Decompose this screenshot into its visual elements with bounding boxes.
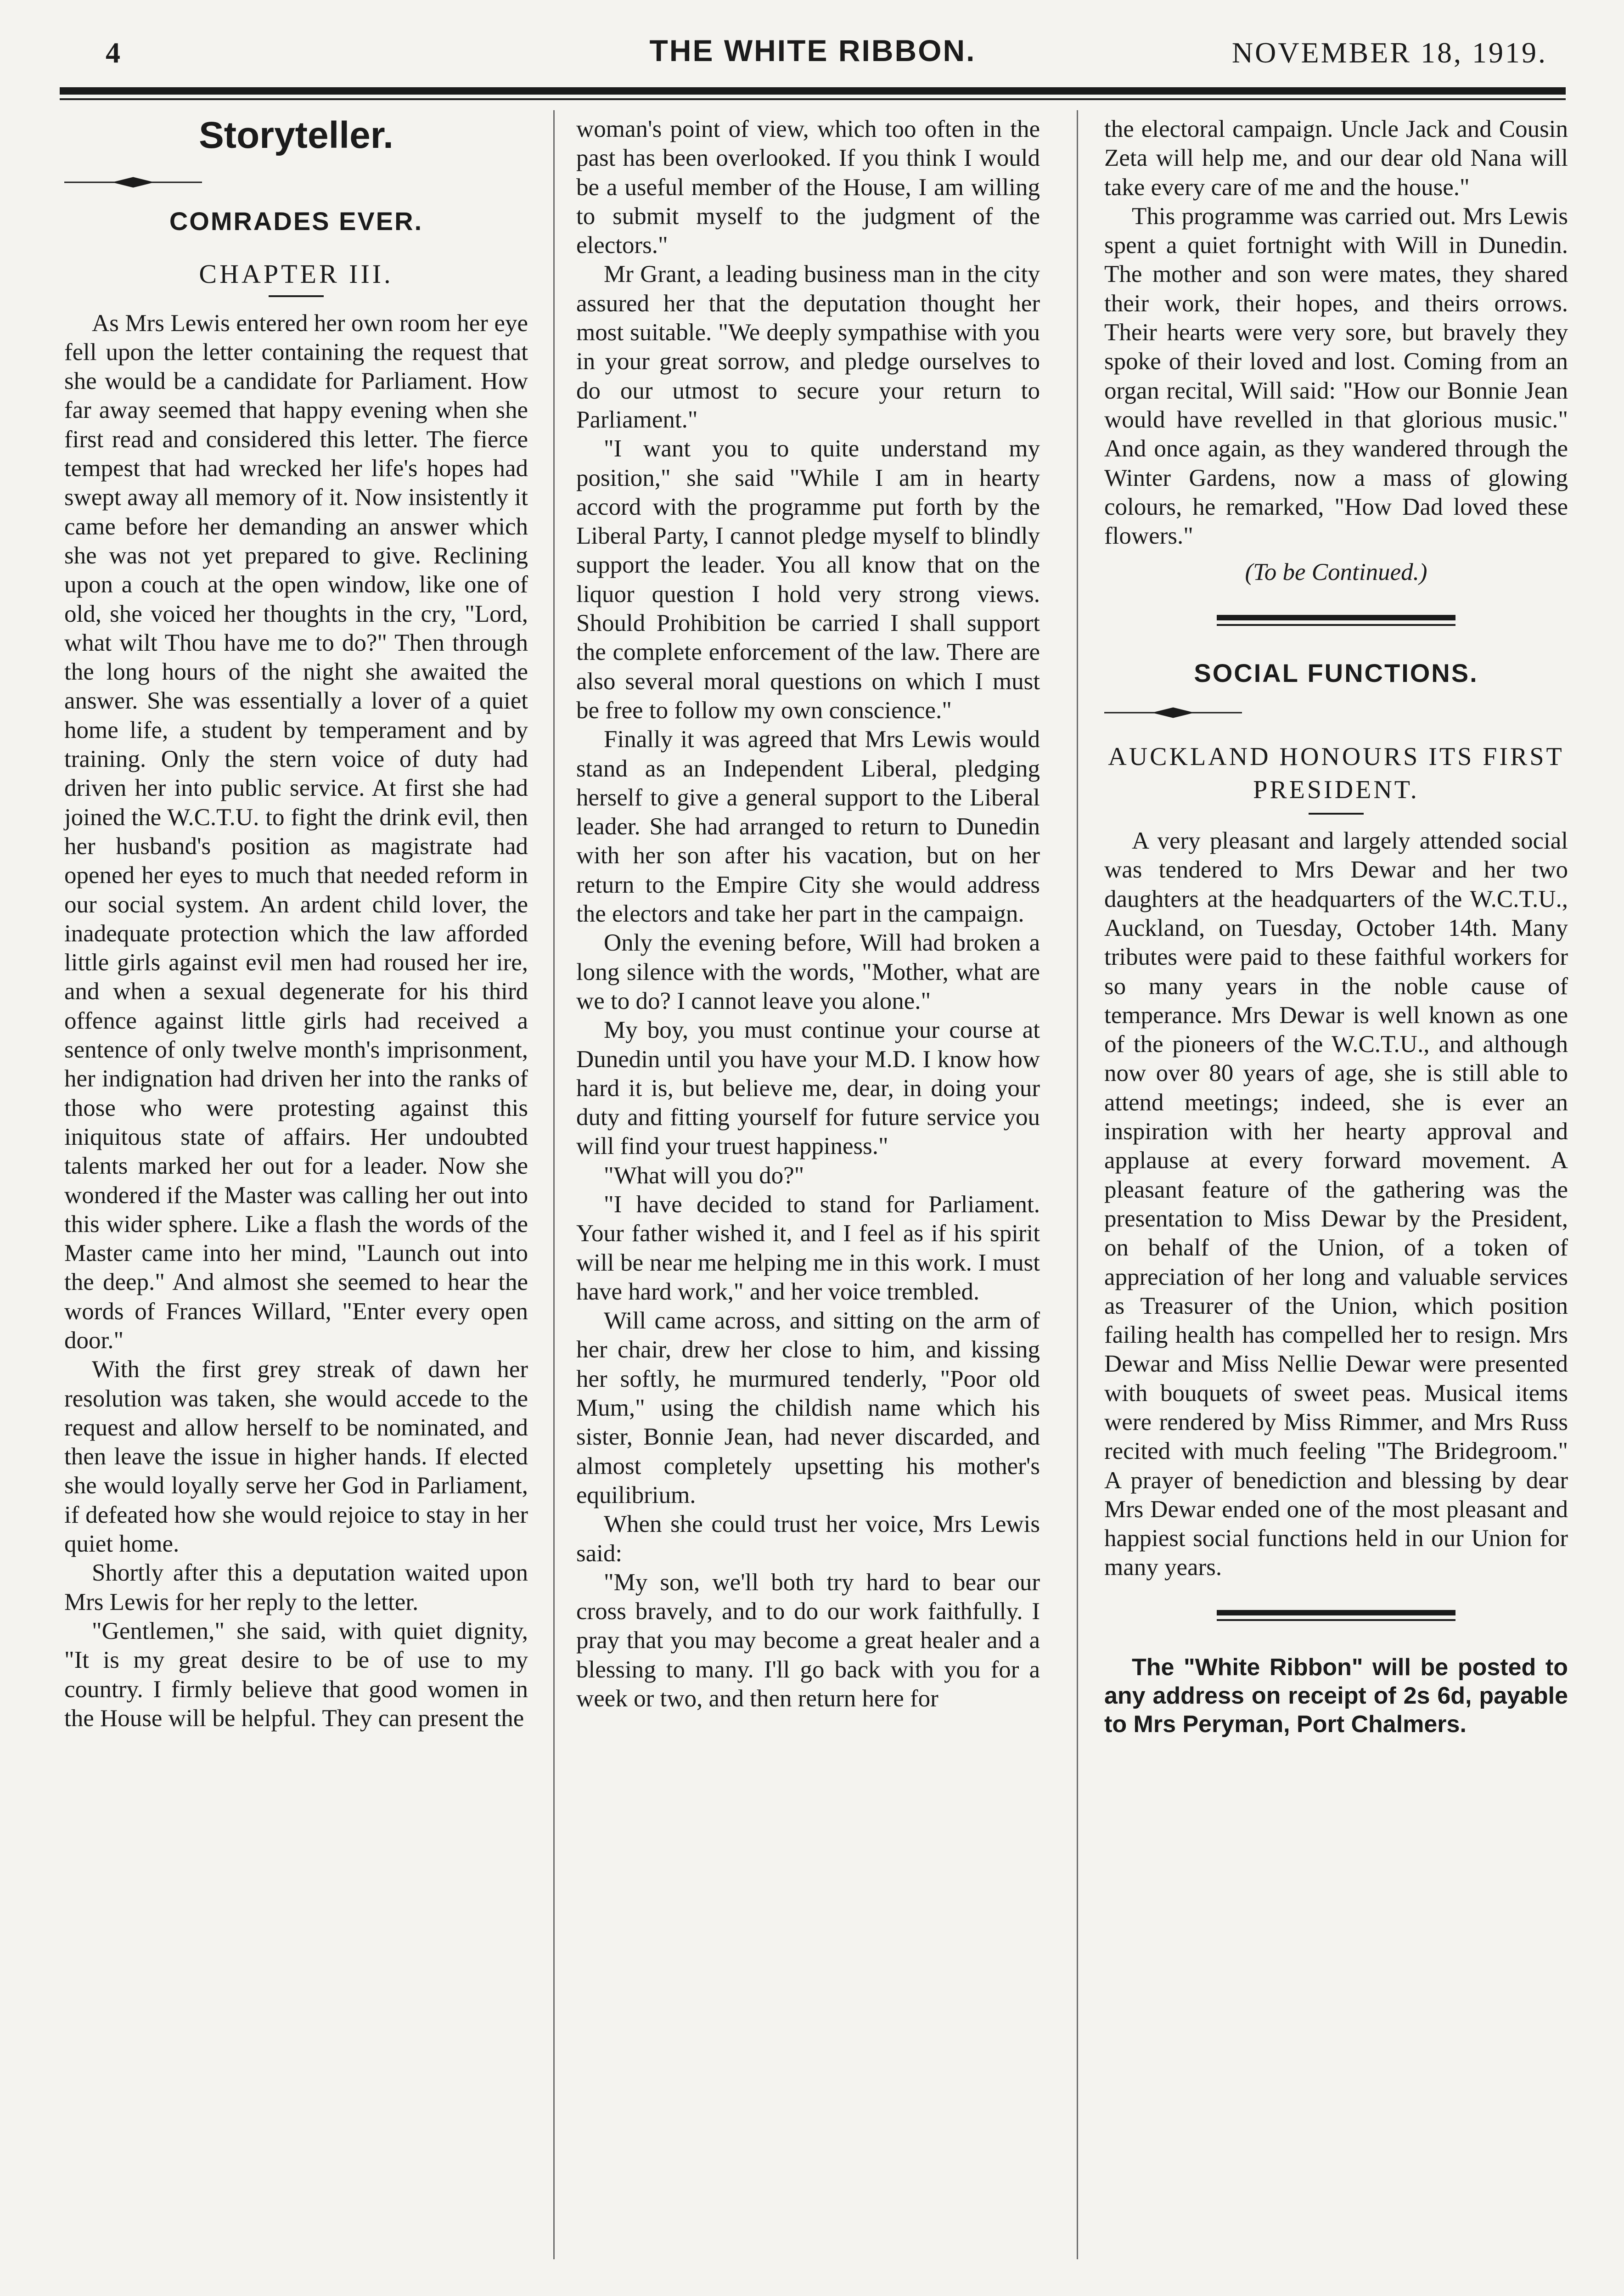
chapter-rule (269, 295, 324, 297)
story-paragraph: "I want you to quite understand my position," she said "While I am in hearty accord with the programme put forth by the Liberal Party, I cannot pledge myself to blindly support the leader. You all know that on the liquor question I hold very strong views. Should Prohibition be carried I shall support the complete enforcement of the law. There are also several moral questions on which I must be free to follow my own conscience." (576, 435, 1040, 724)
story-paragraph: Only the evening before, Will had broken a long silence with the words, "Mother, what are we to do? I cannot leave you alone." (576, 929, 1040, 1014)
page-header (60, 28, 1566, 78)
column-divider (553, 110, 555, 2259)
article-rule (1309, 813, 1364, 815)
story-paragraph: woman's point of view, which too often in the past has been overlooked. If you think I would be a useful member of the House, I am willing to submit myself to the judgment of the electors." (576, 116, 1040, 259)
story-paragraph: "My son, we'll both try hard to bear our cross bravely, and to do our work faithfully. I pray that you may become a great healer and a blessing to many. I'll go back with you for a week or two, and then return here for (576, 1569, 1040, 1712)
page-number: 4 (106, 36, 120, 69)
story-paragraph: the electoral campaign. Uncle Jack and Cousin Zeta will help me, and our dear old Nana will take every care of me and the house." (1104, 116, 1568, 201)
section-title-storyteller: Storyteller. (199, 114, 393, 156)
story-paragraph: My boy, you must continue your course at Dunedin until you have your M.D. I know how hard it is, but believe me, dear, in doing your duty and fitting yourself for future service you will find your truest happiness." (576, 1017, 1040, 1160)
issue-date: NOVEMBER 18, 1919. (1231, 36, 1547, 69)
chapter-heading: CHAPTER III. (199, 259, 393, 289)
story-paragraph: When she could trust her voice, Mrs Lewis said: (576, 1511, 1040, 1567)
story-paragraph: As Mrs Lewis entered her own room her eye fell upon the letter containing the request that she would be a candidate for Parliament. How far away seemed that happy evening when she first read and considered this letter. The fierce tempest that had wrecked her life's hopes had swept away all memory of it. Now insistently it came before her demanding an answer which she was not yet prepared to give. Reclining upon a couch at the open window, like one of old, she voiced her thoughts in the cry, "Lord, what wilt Thou have me to do?" Then through the long hours of the night she awaited the answer. She was essentially a lover of a quiet home life, a student by temperament and by training. Only the stern voice of duty had driven her into public service. At first she had joined the W.C.T.U. to fight the drink evil, then her husband's position as magistrate had opened her eyes to much that needed reform in our social system. An ardent child lover, the inadequate protection which the law afforded little girls against evil men had roused her ire, and when a sexual degenerate for his third offence against little girls had received a sentence of only twelve month's imprisonment, her indignation had driven her into the ranks of those who were protesting against this iniquitous state of affairs. Her undoubted talents marked her out for a leader. Now she wondered if the Master was calling her out into this wider sphere. Like a flash the words of the Master came into her mind, "Launch out into the deep." And almost she seemed to hear the words of Frances Willard, "Enter every open door." (64, 310, 528, 1354)
story-paragraph: Mr Grant, a leading business man in the city assured her that the deputation thought her most suitable. "We deeply sympathise with you in your great sorrow, and pledge ourselves to do our utmost to secure your return to Parliament." (576, 261, 1040, 433)
story-paragraph: With the first grey streak of dawn her resolution was taken, she would accede to the request and allow herself to be nominated, and then leave the issue in higher hands. If elected she would loyally serve her God in Parliament, if defeated how she would rejoice to stay in her quiet home. (64, 1356, 528, 1558)
section-double-rule (1217, 1610, 1455, 1621)
story-paragraph: Finally it was agreed that Mrs Lewis would stand as an Independent Liberal, pledging herself to give a general support to the Liberal leader. She had arranged to return to Dunedin with her son after his vacation, but on her return to the Empire City she would address the electors and take her part in the campaign. (576, 726, 1040, 928)
story-paragraph: "What will you do?" (604, 1162, 804, 1189)
article-body: A very pleasant and largely attended social was tendered to Mrs Dewar and her two daughters at the headquarters of the W.C.T.U., Auckland, on Tuesday, October 14th. Many tributes were paid to these faithful workers for so many years in the noble cause of temperance. Mrs Dewar is well known as one of the pioneers of the W.C.T.U., and although now over 80 years of age, she is still able to attend meetings; indeed, she is ever an inspiration with her hearty approval and applause at every forward movement. A pleasant feature of the gathering was the presentation to Miss Dewar by the President, on behalf of the Union, of a token of appreciation of her long and valuable services as Treasurer of the Union, which position failing health has compelled her to resign. Mrs Dewar and Miss Nellie Dewar were presented with bouquets of sweet peas. Musical items were rendered by Miss Rimmer, and Mrs Russ recited with much feeling "The Bridegroom." A prayer of benediction and blessing by dear Mrs Dewar ended one of the most pleasant and happiest social functions held in our Union for many years. (1104, 827, 1568, 1581)
column-1 (64, 115, 528, 1733)
story-title: COMRADES EVER. (169, 207, 423, 236)
story-paragraph: "Gentlemen," she said, with quiet dignity, "It is my great desire to be of use to my country. I firmly believe that good women in the House will be helpful. They can present the (64, 1617, 528, 1732)
publication-title: THE WHITE RIBBON. (649, 34, 976, 68)
section-double-rule (1217, 615, 1455, 626)
story-paragraph: Shortly after this a deputation waited upon Mrs Lewis for her reply to the letter. (64, 1559, 528, 1615)
story-paragraph: "I have decided to stand for Parliament. Your father wished it, and I feel as if his spirit will be near me helping me in this work. I must have hard work," and her voice trembled. (576, 1191, 1040, 1305)
ornament-divider (1104, 706, 1242, 720)
story-paragraph: Will came across, and sitting on the arm of her chair, drew her close to him, and kissing her softly, he murmured tenderly, "Poor old Mum," using the childish name which his sister, Bonnie Jean, had never discarded, and almost completely upsetting his mother's equilibrium. (576, 1307, 1040, 1508)
column-3 (1104, 115, 1568, 1739)
header-rule-thin (60, 98, 1566, 100)
header-rule-thick (60, 87, 1566, 95)
column-2 (576, 115, 1040, 1713)
column-divider (1077, 110, 1078, 2259)
ornament-divider (64, 175, 202, 189)
article-title: AUCKLAND HONOURS ITS FIRST PRESIDENT. (1108, 743, 1564, 805)
story-paragraph: This programme was carried out. Mrs Lewis spent a quiet fortnight with Will in Dunedin. The mother and son were mates, they shared their work, their hopes, and theirs orrows. Their hearts were very sore, but bravely they spoke of their loved and lost. Coming from an organ recital, Will said: "How our Bonnie Jean would have revelled in that glorious music." And once again, as they wandered through the Winter Gardens, now a mass of glowing colours, he remarked, "How Dad loved these flowers." (1104, 203, 1568, 550)
section-title-social: SOCIAL FUNCTIONS. (1194, 658, 1478, 687)
to-be-continued: (To be Continued.) (1245, 559, 1427, 586)
subscription-notice: The "White Ribbon" will be posted to any address on receipt of 2s 6d, payable to Mrs Peryman, Port Chalmers. (1104, 1654, 1568, 1738)
